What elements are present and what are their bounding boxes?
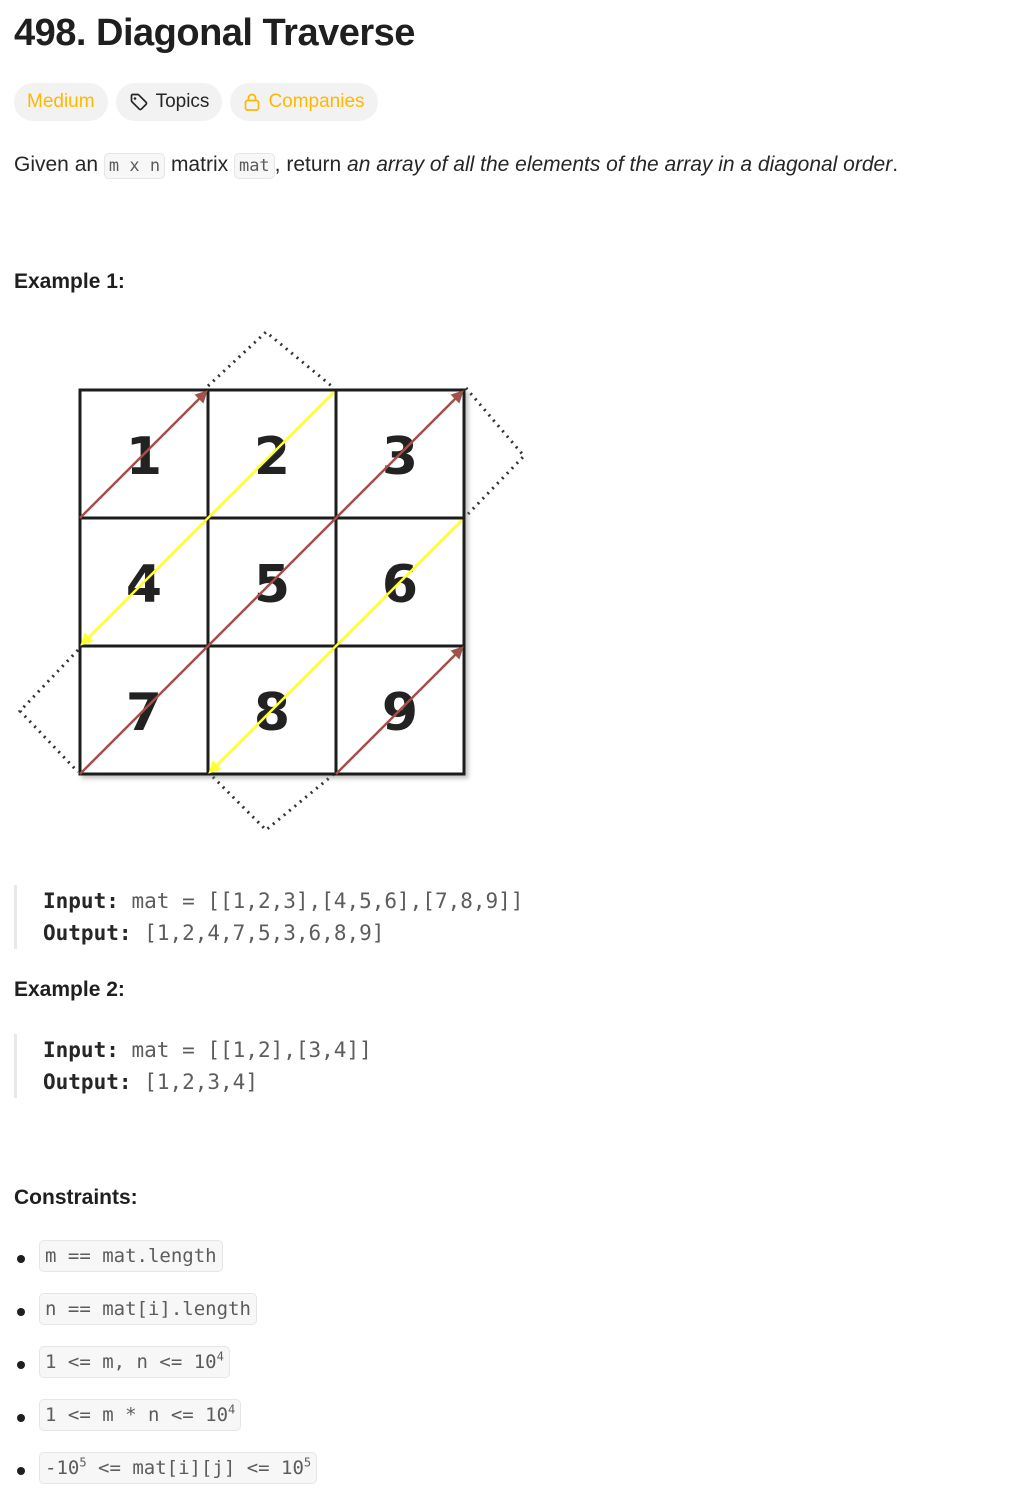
problem-name: Diagonal Traverse	[96, 12, 415, 54]
description-text: Given an	[14, 153, 99, 176]
constraint-code: m == mat.length	[39, 1240, 223, 1272]
output-label: Output:	[43, 921, 132, 945]
matrix-cell: 6	[381, 555, 419, 615]
constraint-item	[14, 1240, 317, 1293]
example-1-input-row	[43, 885, 523, 917]
diagonal-traverse-figure	[16, 328, 532, 838]
lock-icon	[243, 92, 261, 112]
problem-description	[14, 148, 898, 183]
constraints-heading: Constraints:	[14, 1186, 138, 1209]
tag-icon	[129, 92, 149, 112]
constraint-item	[14, 1346, 317, 1399]
matrix-cell: 8	[253, 683, 291, 743]
output-label: Output:	[43, 1070, 132, 1094]
problem-title	[14, 10, 415, 56]
tag-bar	[14, 83, 378, 121]
constraint-code: $-10^5 <= mat[i][j] <= 10^5$	[39, 1452, 317, 1484]
example-1-heading: Example 1:	[14, 270, 125, 293]
constraint-item	[14, 1399, 317, 1452]
example-2-heading: Example 2:	[14, 978, 125, 1001]
output-value: [1,2,3,4]	[144, 1070, 258, 1094]
input-value: mat = [[1,2,3],[4,5,6],[7,8,9]]	[131, 889, 524, 913]
matrix-cell: 2	[253, 427, 291, 487]
matrix-cell: 5	[253, 555, 291, 615]
output-value: [1,2,4,7,5,3,6,8,9]	[144, 921, 385, 945]
example-1-block	[14, 885, 523, 949]
problem-number: 498.	[14, 12, 86, 54]
input-value: mat = [[1,2],[3,4]]	[131, 1038, 372, 1062]
description-text: matrix	[170, 153, 229, 176]
topics-label: Topics	[155, 91, 210, 112]
inline-code-mat: mat	[234, 153, 275, 179]
description-text: , return	[274, 153, 342, 176]
companies-tag[interactable]	[230, 83, 377, 121]
matrix-cell: 7	[125, 683, 163, 743]
topics-tag[interactable]	[116, 83, 223, 121]
description-emphasis: an array of all the elements of the array in a diagonal order	[347, 153, 893, 176]
matrix-cell: 9	[381, 683, 419, 743]
constraints-list	[14, 1240, 317, 1505]
constraint-item	[14, 1452, 317, 1505]
constraint-item	[14, 1293, 317, 1346]
constraint-code: 1 <= m, $n <= 10^4$	[39, 1346, 230, 1378]
description-text: .	[892, 153, 899, 176]
example-2-block	[14, 1034, 372, 1098]
constraint-code: n == mat[i].length	[39, 1293, 257, 1325]
input-label: Input:	[43, 889, 119, 913]
difficulty-label: Medium	[27, 91, 95, 112]
difficulty-tag[interactable]	[14, 83, 108, 121]
companies-label: Companies	[268, 91, 365, 112]
inline-code-mxn: m x n	[104, 153, 165, 179]
constraint-code: $1 <= m * n <= 10^4$	[39, 1399, 241, 1431]
input-label: Input:	[43, 1038, 119, 1062]
example-1-output-row	[43, 917, 523, 949]
example-2-output-row	[43, 1066, 372, 1098]
matrix-cell: 1	[125, 427, 163, 487]
matrix-cell: 4	[125, 555, 163, 615]
example-2-input-row	[43, 1034, 372, 1066]
matrix-cell: 3	[381, 427, 419, 487]
